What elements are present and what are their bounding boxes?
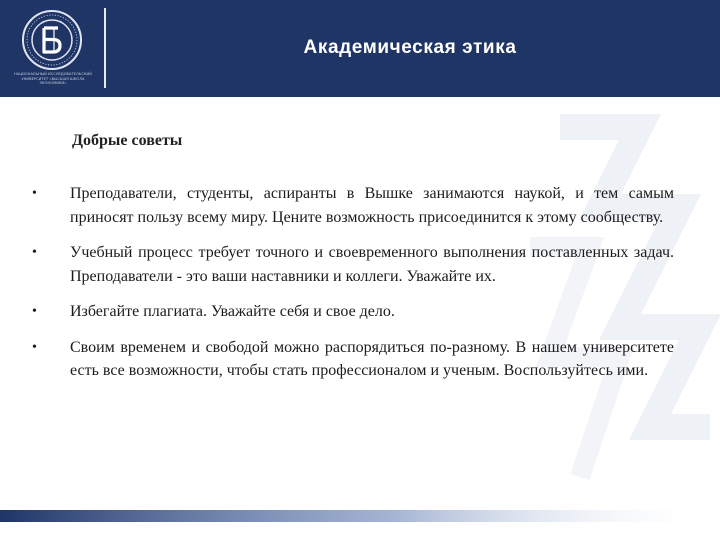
bullet-dot: •	[32, 186, 37, 201]
list-item	[32, 300, 674, 324]
list-item-text: Избегайте плагиата. Уважайте себя и свое дело.	[70, 303, 395, 320]
list-item	[32, 336, 674, 383]
hse-logo-icon	[20, 8, 84, 72]
list-item-text: Учебный процесс требует точного и своевременного выполнения поставленных задач. Преподаватели - это ваши наставники и коллеги. Уважайте их.	[70, 244, 674, 285]
bullet-dot: •	[32, 304, 37, 319]
slide-title: Академическая этика	[303, 37, 517, 58]
logo-caption: НАЦИОНАЛЬНЫЙ ИССЛЕДОВАТЕЛЬСКИЙ УНИВЕРСИТЕТ «ВЫСШАЯ ШКОЛА ЭКОНОМИКИ»	[14, 72, 92, 85]
section-subtitle: Добрые советы	[72, 132, 183, 149]
bottom-accent-bar	[0, 510, 720, 522]
advice-list	[32, 182, 674, 395]
header-divider	[104, 8, 106, 88]
list-item	[32, 182, 674, 229]
list-item-text: Преподаватели, студенты, аспиранты в Вышке занимаются наукой, и тем самым приносят пользу всему миру. Цените возможность присоединится к этому сообществу.	[70, 185, 674, 226]
logo-area	[0, 0, 105, 97]
bullet-dot: •	[32, 245, 37, 260]
list-item	[32, 241, 674, 288]
header-bar	[0, 0, 720, 97]
list-item-text: Своим временем и свободой можно распорядиться по-разному. В нашем университете есть все возможности, чтобы стать профессионалом и ученым. Воспользуйтесь ими.	[70, 338, 674, 379]
bullet-dot: •	[32, 339, 37, 355]
